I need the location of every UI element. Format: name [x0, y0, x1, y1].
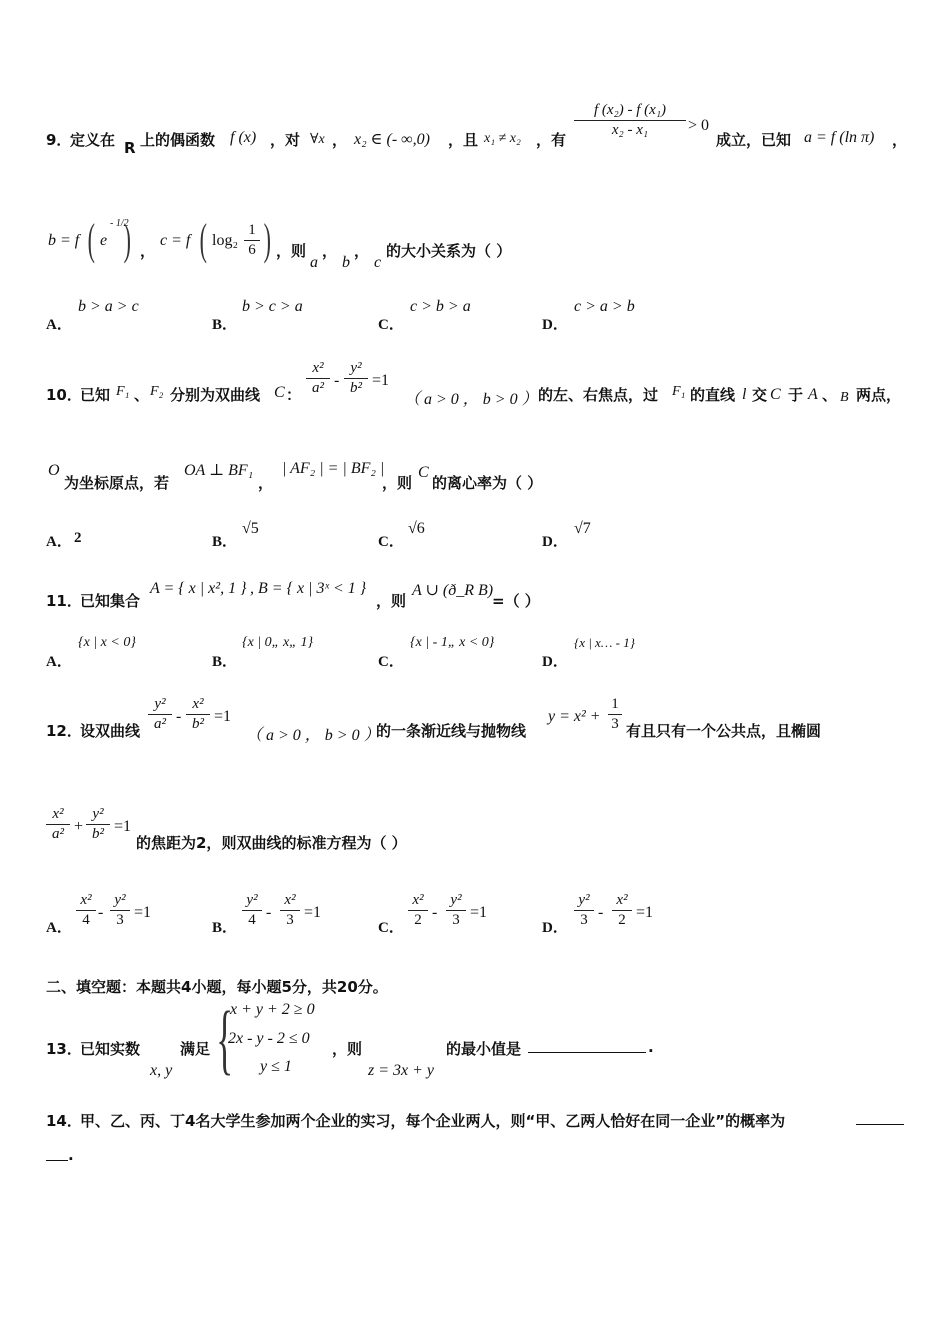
- q12-third-num: 1: [611, 696, 619, 712]
- q12-b-d2: 3: [286, 912, 294, 928]
- q13-z-def: z = 3x + y: [368, 1062, 435, 1079]
- q9-forall: ∀x: [310, 132, 325, 147]
- q9-number: 9．: [46, 131, 72, 149]
- q12-option-b-frac1[interactable]: [242, 892, 262, 929]
- q13-text-1: 已知实数: [80, 1040, 141, 1058]
- q9-log-num: 1: [248, 222, 256, 238]
- q9-option-b[interactable]: b > c > a: [242, 298, 303, 315]
- q11-option-c-label: C．: [378, 654, 404, 670]
- q10-text-9: ，则: [382, 474, 413, 492]
- q13-sys-1: x + y + 2 ≥ 0: [230, 1001, 315, 1018]
- q13-answer-blank[interactable]: [528, 1038, 646, 1053]
- q9-comma: ，: [892, 131, 908, 149]
- q11-option-d-label: D．: [542, 654, 568, 670]
- q10-option-a-label: A．: [46, 534, 72, 550]
- q12-b-d1: 4: [248, 912, 256, 928]
- q10-cond: （ a > 0 ， b > 0 ）: [404, 391, 538, 408]
- q12-a-n2: y²: [114, 892, 126, 908]
- q12-option-d-frac1[interactable]: [574, 892, 594, 929]
- q9-x2-range: x₂ ∈ (- ∞,0): [354, 131, 430, 148]
- q10-option-b[interactable]: √5: [242, 520, 259, 537]
- q11-option-b[interactable]: {x | 0„ x„ 1}: [242, 635, 314, 650]
- q10-eq1: =1: [372, 372, 390, 389]
- q12-option-b-frac2[interactable]: [280, 892, 300, 929]
- q12-option-a-frac2[interactable]: [110, 892, 130, 929]
- q10-text-5: 交: [752, 386, 768, 404]
- q10-A: A: [808, 386, 818, 403]
- q12-text-2: 的一条渐近线与抛物线: [376, 722, 527, 740]
- q9-var-c: c: [374, 254, 382, 271]
- q12-b-n2: x²: [284, 892, 296, 908]
- q13-text-4: 的最小值是: [446, 1040, 522, 1058]
- q9-fraction: [574, 102, 686, 139]
- q9-e-exp: - 1/2: [110, 218, 129, 229]
- q9-log-fraction: [244, 222, 260, 259]
- q9-neq: x₁ ≠ x₂: [484, 131, 521, 146]
- q12-option-c-frac2[interactable]: [446, 892, 466, 929]
- q10-option-b-label: B．: [212, 534, 238, 550]
- q9-gt0: > 0: [688, 117, 710, 134]
- q9-log-den: 6: [248, 242, 256, 258]
- q11-text-3: =（ ）: [492, 592, 540, 610]
- q12-d-d2: 2: [618, 912, 626, 928]
- q12-option-d-label: D．: [542, 920, 568, 936]
- q12-text-1: 设双曲线: [80, 722, 141, 740]
- q12-cond: （ a > 0 ， b > 0 ）: [246, 727, 380, 744]
- q14-end: .: [68, 1146, 74, 1164]
- q9-fx: f (x): [230, 129, 257, 146]
- q12-c-d1: 2: [414, 912, 422, 928]
- q12-number: 12．: [46, 722, 82, 740]
- q12-third-den: 3: [611, 716, 619, 732]
- q11-option-a[interactable]: {x | x < 0}: [78, 635, 136, 650]
- q12-option-a-frac1[interactable]: [76, 892, 96, 929]
- q12-option-a-label: A．: [46, 920, 72, 936]
- q11-option-b-label: B．: [212, 654, 238, 670]
- q12-option-d-frac2[interactable]: [612, 892, 632, 929]
- q10-l: l: [742, 386, 747, 403]
- q9-text-8: 的大小关系为（ ）: [386, 242, 512, 260]
- q10-text-3: 的左、右焦点，过: [538, 386, 659, 404]
- q9-text-4: ，且: [448, 131, 479, 149]
- q11-expr: A ∪ (ð_R B): [412, 582, 494, 599]
- q10-y2: y²: [350, 360, 362, 376]
- q12-option-c-frac1[interactable]: [408, 892, 428, 929]
- q13-number: 13．: [46, 1040, 82, 1058]
- q10-text-10: 的离心率为（ ）: [432, 474, 543, 492]
- q14-text-1: 甲、乙、丙、丁4名大学生参加两个企业的实习，每个企业两人，则“甲、乙两人恰好在同一企业”的概率为: [80, 1112, 786, 1130]
- q9-var-a: a: [310, 254, 318, 271]
- q12-option-c-label: C．: [378, 920, 404, 936]
- q11-text-2: ，则: [376, 592, 407, 610]
- q9-text-1: 定义在: [70, 131, 116, 149]
- q9-option-b-label: B．: [212, 317, 238, 333]
- q9-option-c[interactable]: c > b > a: [410, 298, 471, 315]
- q12-b-n1: y²: [246, 892, 258, 908]
- q10-option-d-label: D．: [542, 534, 568, 550]
- q10-option-c[interactable]: √6: [408, 520, 425, 537]
- q9-e: e: [100, 232, 108, 249]
- q13-sys-3: y ≤ 1: [260, 1058, 292, 1075]
- q12-d-n2: x²: [616, 892, 628, 908]
- q10-option-a[interactable]: 2: [74, 530, 82, 546]
- q12-a-d2: 3: [116, 912, 124, 928]
- q10-a2: a²: [312, 380, 324, 396]
- q9-option-a[interactable]: b > a > c: [78, 298, 139, 315]
- q12-option-b-label: B．: [212, 920, 238, 936]
- q9-R: R: [124, 139, 136, 157]
- q11-text-1: 已知集合: [80, 592, 141, 610]
- q9-text-3: ，对: [270, 131, 301, 149]
- q13-text-2: 满足: [180, 1040, 211, 1058]
- q10-option-d[interactable]: √7: [574, 520, 591, 537]
- q10-text-2: 分别为双曲线: [170, 386, 261, 404]
- q9-frac-num: f (x₂) - f (x₁): [593, 102, 667, 118]
- q10-b2: b²: [350, 380, 362, 396]
- q9-option-d[interactable]: c > a > b: [574, 298, 635, 315]
- q9-option-d-label: D．: [542, 317, 568, 333]
- q12-a-d1: 4: [82, 912, 90, 928]
- q12-frac-x: x² b²: [186, 696, 210, 733]
- q10-x2: x²: [312, 360, 324, 376]
- q10-text-7: 两点，: [856, 386, 902, 404]
- q9-option-c-label: C．: [378, 317, 404, 333]
- q10-O: O: [48, 462, 60, 479]
- q12-text-3: 有且只有一个公共点，且椭圆: [626, 722, 822, 740]
- q12-text-4: 的焦距为2，则双曲线的标准方程为（ ）: [136, 834, 407, 852]
- q9-text-6: 成立，已知: [716, 131, 792, 149]
- q12-c-d2: 3: [452, 912, 460, 928]
- q9-option-a-label: A．: [46, 317, 72, 333]
- q12-parab: y = x² +: [548, 708, 601, 725]
- q13-text-3: ，则: [332, 1040, 363, 1058]
- q10-option-c-label: C．: [378, 534, 404, 550]
- q13-vars: x, y: [150, 1062, 173, 1079]
- q12-third: [608, 696, 622, 733]
- q9-text-7: ，则: [276, 242, 307, 260]
- q10-abs: | AF₂ | = | BF₂ |: [282, 460, 385, 477]
- q9-a-def: a = f (ln π): [804, 129, 875, 146]
- q12-c-n2: y²: [450, 892, 462, 908]
- q10-B: B: [840, 390, 849, 405]
- q12-ellipse-x: x² a²: [46, 806, 70, 843]
- q11-number: 11．: [46, 592, 82, 610]
- q12-d-d1: 3: [580, 912, 588, 928]
- q10-F2: F₂: [150, 384, 164, 399]
- q10-colon: ：: [286, 386, 302, 404]
- q9-text-5: ，有: [536, 131, 567, 149]
- q11-option-d[interactable]: {x | x… - 1}: [574, 635, 635, 650]
- q10-frac-x: [306, 360, 330, 397]
- q9-b-def: b = f: [48, 232, 80, 249]
- q10-text-1: 已知: [80, 386, 111, 404]
- q10-frac-y: [344, 360, 368, 397]
- q12-d-n1: y²: [578, 892, 590, 908]
- q10-C: C: [274, 384, 285, 401]
- q13-sys-2: 2x - y - 2 ≤ 0: [228, 1030, 310, 1047]
- q9-frac-den: x₂ - x₁: [611, 122, 649, 138]
- q10-number: 10．: [46, 386, 82, 404]
- q14-answer-blank-cont[interactable]: [46, 1146, 68, 1161]
- q9-text-2: 上的偶函数: [140, 131, 216, 149]
- q14-number: 14．: [46, 1112, 82, 1130]
- section-2-title: 二、填空题：本题共4小题，每小题5分，共20分。: [46, 978, 388, 996]
- q9-c-def: c = f: [160, 232, 191, 249]
- q10-text-8: 为坐标原点，若: [64, 474, 170, 492]
- q12-a-n1: x²: [80, 892, 92, 908]
- q11-B-def: , B = { x | 3ˣ < 1 }: [250, 580, 367, 597]
- q11-option-a-label: A．: [46, 654, 72, 670]
- q12-c-n1: x²: [412, 892, 424, 908]
- q9-log: log₂: [212, 232, 239, 249]
- q10-F1: F₁: [116, 384, 130, 399]
- q11-A-def: A = { x | x², 1 }: [150, 580, 247, 597]
- q9-var-b: b: [342, 254, 350, 271]
- q12-ellipse-y: y² b²: [86, 806, 110, 843]
- q11-option-c[interactable]: {x | - 1„ x < 0}: [410, 635, 495, 650]
- q10-text-6: 于: [788, 386, 804, 404]
- q14-answer-blank[interactable]: [856, 1110, 904, 1125]
- q10-text-4: 的直线: [690, 386, 736, 404]
- q13-end: .: [648, 1038, 654, 1056]
- q10-perp: OA ⊥ BF₁: [184, 462, 254, 479]
- q10-sep: 、: [134, 386, 150, 404]
- q12-frac-y: y² a²: [148, 696, 172, 733]
